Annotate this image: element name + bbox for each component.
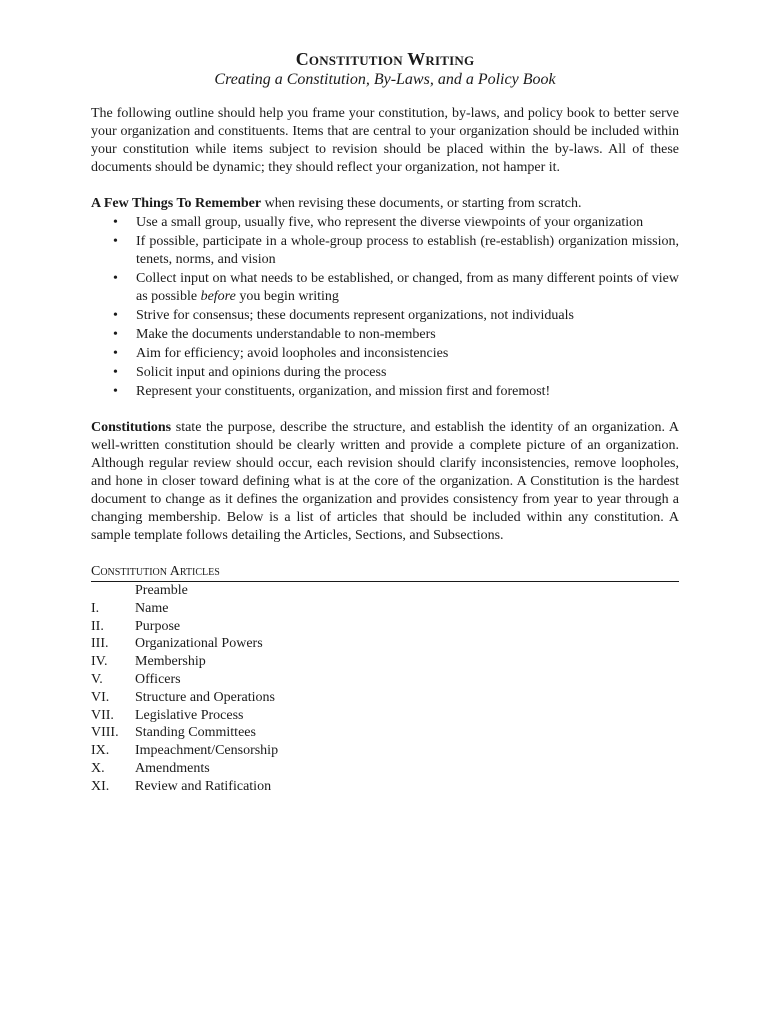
constitutions-lead: Constitutions (91, 420, 172, 435)
bullet-text: Represent your constituents, organization, and mission first and foremost! (136, 384, 551, 399)
article-label: Amendments (135, 760, 210, 776)
article-label: Structure and Operations (135, 689, 275, 705)
article-number: I. (91, 600, 100, 616)
bullet-icon: • (113, 215, 118, 230)
remember-list (91, 214, 679, 401)
bullet-icon: • (113, 365, 118, 380)
constitutions-rest: state the purpose, describe the structure, and establish the identity of an organization. A well-written constitution should be clearly written and provide a complete picture of an organization. Although regular review should occur, each revision should clarify inconsistencies, remove loopholes, and hone in closer toward defining what is at the core of the organization. A Constitution is the hardest document to change as it defines the organization and provides consistency from year to year through a changing membership. Below is a list of articles that should be included within any constitution. A sample template follows detailing the Articles, Sections, and Subsections. (91, 420, 679, 543)
article-label: Review and Ratification (135, 778, 272, 794)
article-label: Organizational Powers (135, 636, 263, 652)
bullet-text: Strive for consensus; these documents represent organizations, not individuals (136, 308, 574, 323)
page-title: Constitution Writing (295, 49, 475, 69)
article-number: III. (91, 636, 109, 652)
bullet-item (91, 345, 679, 363)
bullet-text: Collect input on what needs to be established, or changed, from as many different points of view as possible (136, 271, 679, 304)
articles-list (91, 582, 679, 796)
bullet-icon: • (113, 384, 118, 399)
article-number: IV. (91, 654, 108, 670)
article-item (91, 742, 679, 760)
bullet-emphasis: before (200, 289, 236, 304)
article-number (91, 582, 135, 600)
document-page (91, 48, 679, 796)
bullet-icon: • (113, 308, 118, 323)
article-number: II. (91, 618, 104, 634)
article-label: Officers (135, 671, 181, 687)
article-number: IX. (91, 743, 110, 759)
article-item (91, 582, 679, 600)
bullet-text: If possible, participate in a whole-group process to establish (re-establish) organization mission, tenets, norms, and vision (136, 234, 679, 267)
page-subtitle: Creating a Constitution, By-Laws, and a Policy Book (214, 71, 556, 88)
intro-paragraph: The following outline should help you frame your constitution, by-laws, and policy book to better serve your organization and constituents. Items that are central to your organization should be included within your constitution while items subject to revision should be placed within the by-laws. All of these documents should be dynamic; they should reflect your organization, not hamper it. (91, 106, 679, 175)
article-item (91, 635, 679, 653)
bullet-icon: • (113, 346, 118, 361)
constitutions-paragraph (91, 419, 679, 545)
article-label: Membership (135, 654, 206, 670)
article-label: Name (135, 600, 169, 616)
article-label: Standing Committees (135, 725, 256, 741)
bullet-text: Make the documents understandable to non-members (136, 327, 436, 342)
remember-rest: when revising these documents, or starting from scratch. (261, 196, 582, 211)
articles-heading: Constitution Articles (91, 563, 679, 582)
bullet-text: Solicit input and opinions during the process (136, 365, 387, 380)
article-number: XI. (91, 778, 110, 794)
article-number: VIII. (91, 725, 119, 741)
article-item (91, 600, 679, 618)
bullet-icon: • (113, 271, 118, 286)
remember-lead: A Few Things To Remember (91, 196, 262, 211)
bullet-text: Use a small group, usually five, who represent the diverse viewpoints of your organization (136, 215, 644, 230)
article-label: Purpose (135, 618, 181, 634)
bullet-icon: • (113, 327, 118, 342)
bullet-item (91, 233, 679, 269)
bullet-item (91, 307, 679, 325)
article-number: X. (91, 760, 105, 776)
bullet-item (91, 326, 679, 344)
bullet-item (91, 214, 679, 232)
article-item (91, 689, 679, 707)
bullet-item (91, 270, 679, 306)
article-number: VII. (91, 707, 114, 723)
article-item (91, 724, 679, 742)
bullet-item (91, 383, 679, 401)
article-label: Impeachment/Censorship (135, 743, 279, 759)
bullet-text: Aim for efficiency; avoid loopholes and inconsistencies (136, 346, 449, 361)
bullet-text: you begin writing (235, 289, 339, 304)
article-item (91, 653, 679, 671)
article-item (91, 760, 679, 778)
bullet-item (91, 364, 679, 382)
bullet-icon: • (113, 234, 118, 249)
article-number: V. (91, 671, 103, 687)
article-item (91, 707, 679, 725)
article-label: Legislative Process (135, 707, 244, 723)
article-item (91, 671, 679, 689)
article-item (91, 778, 679, 796)
remember-heading (91, 195, 679, 213)
article-item (91, 618, 679, 636)
article-label: Preamble (135, 583, 188, 598)
article-number: VI. (91, 689, 110, 705)
